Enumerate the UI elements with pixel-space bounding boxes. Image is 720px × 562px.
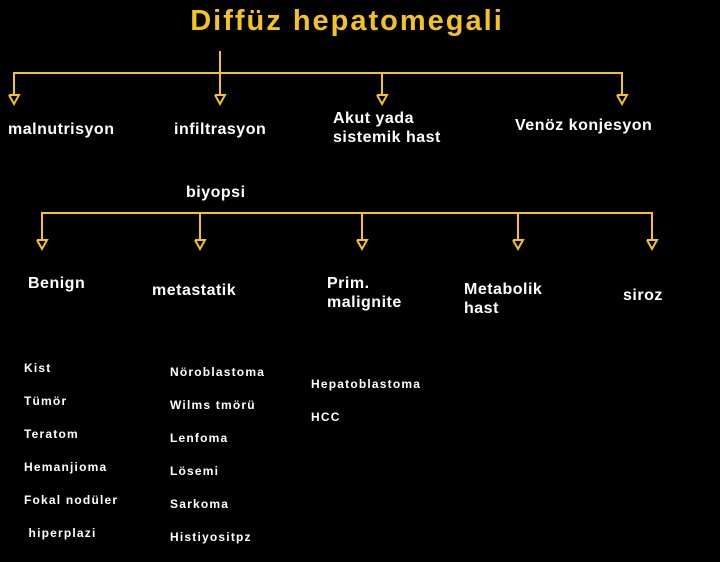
- arrowhead-icon: [9, 95, 19, 104]
- list-item: HCC: [311, 409, 341, 424]
- list-item: Sarkoma: [170, 496, 230, 511]
- node-venoz-konjesyon: Venöz konjesyon: [515, 117, 653, 134]
- list-item: Fokal nodüler: [24, 492, 119, 507]
- list-item: Lenfoma: [170, 430, 229, 445]
- list-item: Histiyositpz: [170, 530, 252, 545]
- biopsy-label: biyopsi: [186, 184, 246, 201]
- arrowhead-icon: [617, 95, 627, 104]
- arrowhead-icon: [357, 240, 367, 249]
- list-item: Kist: [24, 360, 52, 375]
- arrowhead-icon: [37, 240, 47, 249]
- node-akut-sistemik: Akut yada sistemik hast: [333, 110, 441, 147]
- arrowhead-icon: [215, 95, 225, 104]
- list-item: Lösemi: [170, 463, 220, 478]
- node-benign: Benign: [28, 275, 86, 292]
- node-prim-malignite: Prim. malignite: [327, 275, 402, 312]
- arrowhead-icon: [647, 240, 657, 249]
- list-item: Teratom: [24, 426, 79, 441]
- list-item: Tümör: [24, 393, 68, 408]
- metastatik-details-list: [170, 347, 265, 562]
- list-item: Wilms tmörü: [170, 397, 256, 412]
- list-item: Hemanjioma: [24, 459, 108, 474]
- prim-malignite-details-list: [311, 359, 421, 442]
- arrowhead-icon: [513, 240, 523, 249]
- node-siroz: siroz: [623, 287, 663, 304]
- node-infiltrasyon: infiltrasyon: [174, 121, 267, 138]
- node-malnutrisyon: malnutrisyon: [8, 121, 115, 138]
- arrowhead-icon: [377, 95, 387, 104]
- node-metabolik-hast: Metabolik hast: [464, 281, 543, 318]
- node-metastatik: metastatik: [152, 282, 237, 299]
- list-item: Nöroblastoma: [170, 364, 266, 379]
- diagram-title: Diffüz hepatomegali: [190, 5, 504, 37]
- arrowhead-icon: [195, 240, 205, 249]
- benign-details-list: [24, 343, 118, 558]
- list-item: hiperplazi: [24, 526, 97, 541]
- list-item: Hepatoblastoma: [311, 376, 422, 391]
